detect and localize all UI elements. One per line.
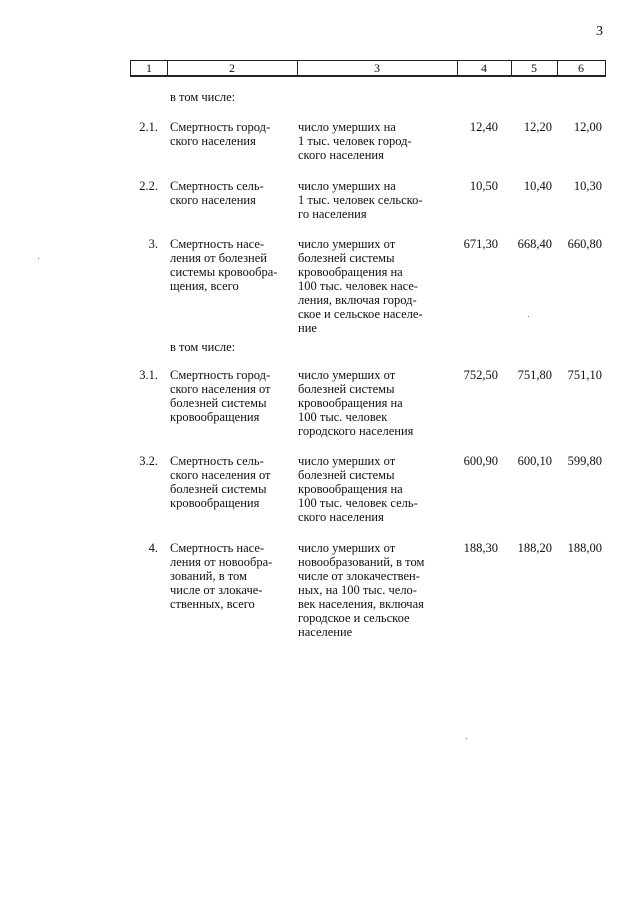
indicator-name-line: ского населения [170,193,256,207]
indicator-description [298,120,450,162]
value-col-5: 668,40 [517,237,552,251]
value-col-6: 10,30 [573,179,602,193]
value-col-5: 188,20 [517,541,552,555]
indicator-name-line: Смертность насе- [170,541,265,555]
description-line: болезней системы [298,382,395,396]
indicator-description [298,541,450,639]
value-col-4: 12,40 [469,120,498,134]
indicator-name-line: ского населения от [170,468,271,482]
indicator-description [298,179,450,221]
row-number: 2.2. [139,179,158,193]
value-col-4: 671,30 [463,237,498,251]
value-col-6: 599,80 [567,454,602,468]
value-col-4: 10,50 [469,179,498,193]
indicator-name [170,368,292,424]
header-col-5: 5 [531,61,537,75]
value-col-6: 12,00 [573,120,602,134]
value-col-6: 660,80 [567,237,602,251]
indicator-name-line: кровообращения [170,410,260,424]
row-number: 3.2. [139,454,158,468]
description-line: ское и сельское населе- [298,307,423,321]
indicator-name [170,454,292,510]
description-line: 1 тыс. человек город- [298,134,412,148]
header-col-4: 4 [481,61,487,75]
description-line: число умерших от [298,454,396,468]
indicator-name [170,179,292,207]
description-line: го населения [298,207,367,221]
page-number: 3 [596,24,603,39]
indicator-name-line: зований, в том [170,569,247,583]
indicator-description [298,454,450,524]
description-line: новообразований, в том [298,555,425,569]
description-line: число умерших на [298,120,396,134]
description-line: болезней системы [298,468,395,482]
indicator-name-line: системы кровообра- [170,265,278,279]
description-line: 100 тыс. человек сель- [298,496,418,510]
scan-speck [38,258,39,259]
description-line: ского населения [298,148,384,162]
description-line: кровообращения на [298,265,403,279]
description-line: население [298,625,353,639]
row-number: 3.1. [139,368,158,382]
description-line: ние [298,321,317,335]
value-col-5: 10,40 [523,179,552,193]
description-line: число умерших от [298,368,396,382]
value-col-6: 188,00 [567,541,602,555]
indicator-name-line: болезней системы [170,482,267,496]
column-number-header [130,60,606,77]
description-line: число умерших от [298,541,396,555]
description-line: число умерших от [298,237,396,251]
header-col-1: 1 [146,61,152,75]
header-col-6: 6 [578,61,584,75]
indicator-name-line: ления от болезней [170,251,267,265]
sub-heading: в том числе: [170,340,236,354]
description-line: 1 тыс. человек сельско- [298,193,423,207]
description-line: ского населения [298,510,384,524]
description-line: числе от злокачествен- [298,569,420,583]
description-line: городского населения [298,424,414,438]
description-line: век населения, включая [298,597,424,611]
indicator-description [298,237,450,335]
indicator-name-line: ского населения от [170,382,271,396]
description-line: ления, включая город- [298,293,417,307]
indicator-name [170,237,292,293]
description-line: кровообращения на [298,482,403,496]
description-line: городское и сельское [298,611,410,625]
indicator-name-line: щения, всего [170,279,239,293]
value-col-6: 751,10 [567,368,602,382]
value-col-4: 600,90 [463,454,498,468]
indicator-name-line: Смертность сель- [170,179,264,193]
description-line: 100 тыс. человек насе- [298,279,419,293]
indicator-description [298,368,450,438]
indicator-name-line: Смертность сель- [170,454,264,468]
indicator-name-line: ления от новообра- [170,555,273,569]
value-col-5: 600,10 [517,454,552,468]
description-line: ных, на 100 тыс. чело- [298,583,417,597]
row-number: 4. [148,541,158,555]
row-number: 3. [148,237,158,251]
indicator-name-line: Смертность город- [170,120,271,134]
indicator-name-line: ского населения [170,134,256,148]
indicator-name [170,541,292,611]
header-col-2: 2 [229,61,235,75]
indicator-name-line: числе от злокаче- [170,583,263,597]
row-number: 2.1. [139,120,158,134]
description-line: кровообращения на [298,396,403,410]
value-col-5: 751,80 [517,368,552,382]
description-line: 100 тыс. человек [298,410,388,424]
indicator-name-line: ственных, всего [170,597,255,611]
indicator-name-line: Смертность насе- [170,237,265,251]
description-line: болезней системы [298,251,395,265]
description-line: число умерших на [298,179,396,193]
scan-speck [466,738,467,739]
value-col-5: 12,20 [523,120,552,134]
sub-heading: в том числе: [170,90,236,104]
header-col-3: 3 [374,61,380,75]
scan-speck [528,316,529,317]
indicator-name-line: Смертность город- [170,368,271,382]
indicator-name [170,120,292,148]
value-col-4: 188,30 [463,541,498,555]
value-col-4: 752,50 [463,368,498,382]
indicator-name-line: болезней системы [170,396,267,410]
indicator-name-line: кровообращения [170,496,260,510]
